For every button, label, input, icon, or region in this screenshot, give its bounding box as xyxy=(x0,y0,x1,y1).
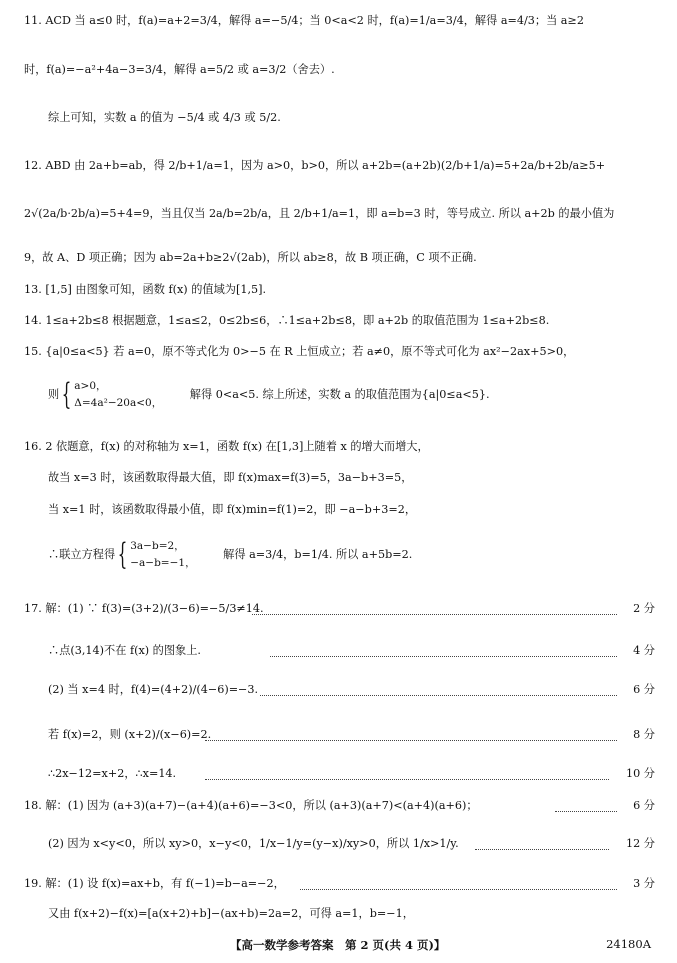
q18-score-1: 6 分 xyxy=(633,799,655,812)
q17-line-5: ∴2x−12=x+2，∴x=14. xyxy=(48,767,177,780)
q17-line-2: ∴点(3,14)不在 f(x) 的图象上. xyxy=(48,644,201,657)
q19-line-2: 又由 f(x+2)−f(x)=[a(x+2)+b]−(ax+b)=2a=2，可得 a=1，b=−1， xyxy=(48,907,414,920)
q17-score-4: 8 分 xyxy=(633,728,655,741)
q19-score-1: 3 分 xyxy=(633,877,655,890)
q16-system xyxy=(130,538,195,572)
q17-score-2: 4 分 xyxy=(633,644,655,657)
q17-line-3: (2) 当 x=4 时，f(4)=(4+2)/(4−6)=−3. xyxy=(48,683,259,696)
page-footer: 【高一数学参考答案 第 2 页(共 4 页)】 xyxy=(230,938,446,952)
q17-score-1: 2 分 xyxy=(633,602,655,615)
leader-dots xyxy=(555,811,617,812)
q16-system-eq-1: 3a−b=2， xyxy=(130,540,185,552)
leader-dots xyxy=(270,656,617,657)
q11-line-2: 时，f(a)=−a²+4a−3=3/4，解得 a=5/2 或 a=3/2（舍去）. xyxy=(24,63,335,76)
q17-score-3: 6 分 xyxy=(633,683,655,696)
q16-pre: ∴联立方程得 xyxy=(48,548,116,561)
q18-line-1: 18. 解：(1) 因为 (a+3)(a+7)−(a+4)(a+6)=−3<0，所以 (a+3)(a+7)<(a+4)(a+6)； xyxy=(24,799,478,812)
q16-line-1: 16. 2 依题意，f(x) 的对称轴为 x=1，函数 f(x) 在[1,3]上随着 x 的增大而增大， xyxy=(24,440,429,453)
q18-score-2: 12 分 xyxy=(626,837,655,850)
q19-line-1: 19. 解：(1) 设 f(x)=ax+b，有 f(−1)=b−a=−2， xyxy=(24,877,285,890)
q15-system-eq-1: a>0， xyxy=(74,380,107,392)
q15-system-row xyxy=(48,378,655,412)
q17-line-4: 若 f(x)=2，则 (x+2)/(x−6)=2. xyxy=(48,728,212,741)
leader-dots xyxy=(252,614,617,615)
q15-system-eq-2: Δ=4a²−20a<0， xyxy=(74,397,163,409)
leader-dots xyxy=(475,849,609,850)
q13-line: 13. [1,5] 由图象可知，函数 f(x) 的值域为[1,5]. xyxy=(24,283,267,296)
left-brace-icon: { xyxy=(117,537,128,572)
left-brace-icon: { xyxy=(61,377,72,412)
q17-score-5: 10 分 xyxy=(626,767,655,780)
q16-result: 解得 a=3/4，b=1/4. 所以 a+5b=2. xyxy=(223,548,413,561)
q12-line-1: 12. ABD 由 2a+b=ab，得 2/b+1/a=1，因为 a>0，b>0，所以 a+2b=(a+2b)(2/b+1/a)=5+2a/b+2b/a≥5+ xyxy=(24,159,606,172)
document-code: 24180A xyxy=(606,937,651,951)
q12-line-2: 2√(2a/b·2b/a)=5+4=9，当且仅当 2a/b=2b/a，且 2/b+1/a=1，即 a=b=3 时，等号成立. 所以 a+2b 的最小值为 xyxy=(24,207,615,220)
q16-system-eq-2: −a−b=−1， xyxy=(130,557,196,569)
q16-system-row xyxy=(48,538,655,572)
q18-line-2: (2) 因为 x<y<0，所以 xy>0，x−y<0，1/x−1/y=(y−x)/xy>0，所以 1/x>1/y. xyxy=(48,837,459,850)
q14-line: 14. 1≤a+2b≤8 根据题意，1≤a≤2，0≤2b≤6，∴1≤a+2b≤8，即 a+2b 的取值范围为 1≤a+2b≤8. xyxy=(24,314,550,327)
q15-pre: 则 xyxy=(48,388,60,401)
leader-dots xyxy=(205,779,609,780)
leader-dots xyxy=(205,740,617,741)
leader-dots xyxy=(260,695,617,696)
q11-line-1: 11. ACD 当 a≤0 时，f(a)=a+2=3/4，解得 a=−5/4；当 0<a<2 时，f(a)=1/a=3/4，解得 a=4/3；当 a≥2 xyxy=(24,14,584,27)
q16-line-3: 当 x=1 时，该函数取得最小值，即 f(x)min=f(1)=2，即 −a−b+3=2， xyxy=(48,503,417,516)
q15-line-1: 15. {a|0≤a<5} 若 a=0，原不等式化为 0>−5 在 R 上恒成立；若 a≠0，原不等式可化为 ax²−2ax+5>0， xyxy=(24,345,575,358)
q15-result: 解得 0<a<5. 综上所述，实数 a 的取值范围为{a|0≤a<5}. xyxy=(189,388,490,401)
q11-line-3: 综上可知，实数 a 的值为 −5/4 或 4/3 或 5/2. xyxy=(48,111,281,124)
q12-line-3: 9，故 A、D 项正确；因为 ab=2a+b≥2√(2ab)，所以 ab≥8，故 B 项正确，C 项不正确. xyxy=(24,251,477,264)
q15-system xyxy=(74,378,162,412)
q17-line-1: 17. 解：(1) ∵ f(3)=(3+2)/(3−6)=−5/3≠14. xyxy=(24,602,264,615)
leader-dots xyxy=(300,889,617,890)
q16-line-2: 故当 x=3 时，该函数取得最大值，即 f(x)max=f(3)=5，3a−b+3=5， xyxy=(48,471,413,484)
